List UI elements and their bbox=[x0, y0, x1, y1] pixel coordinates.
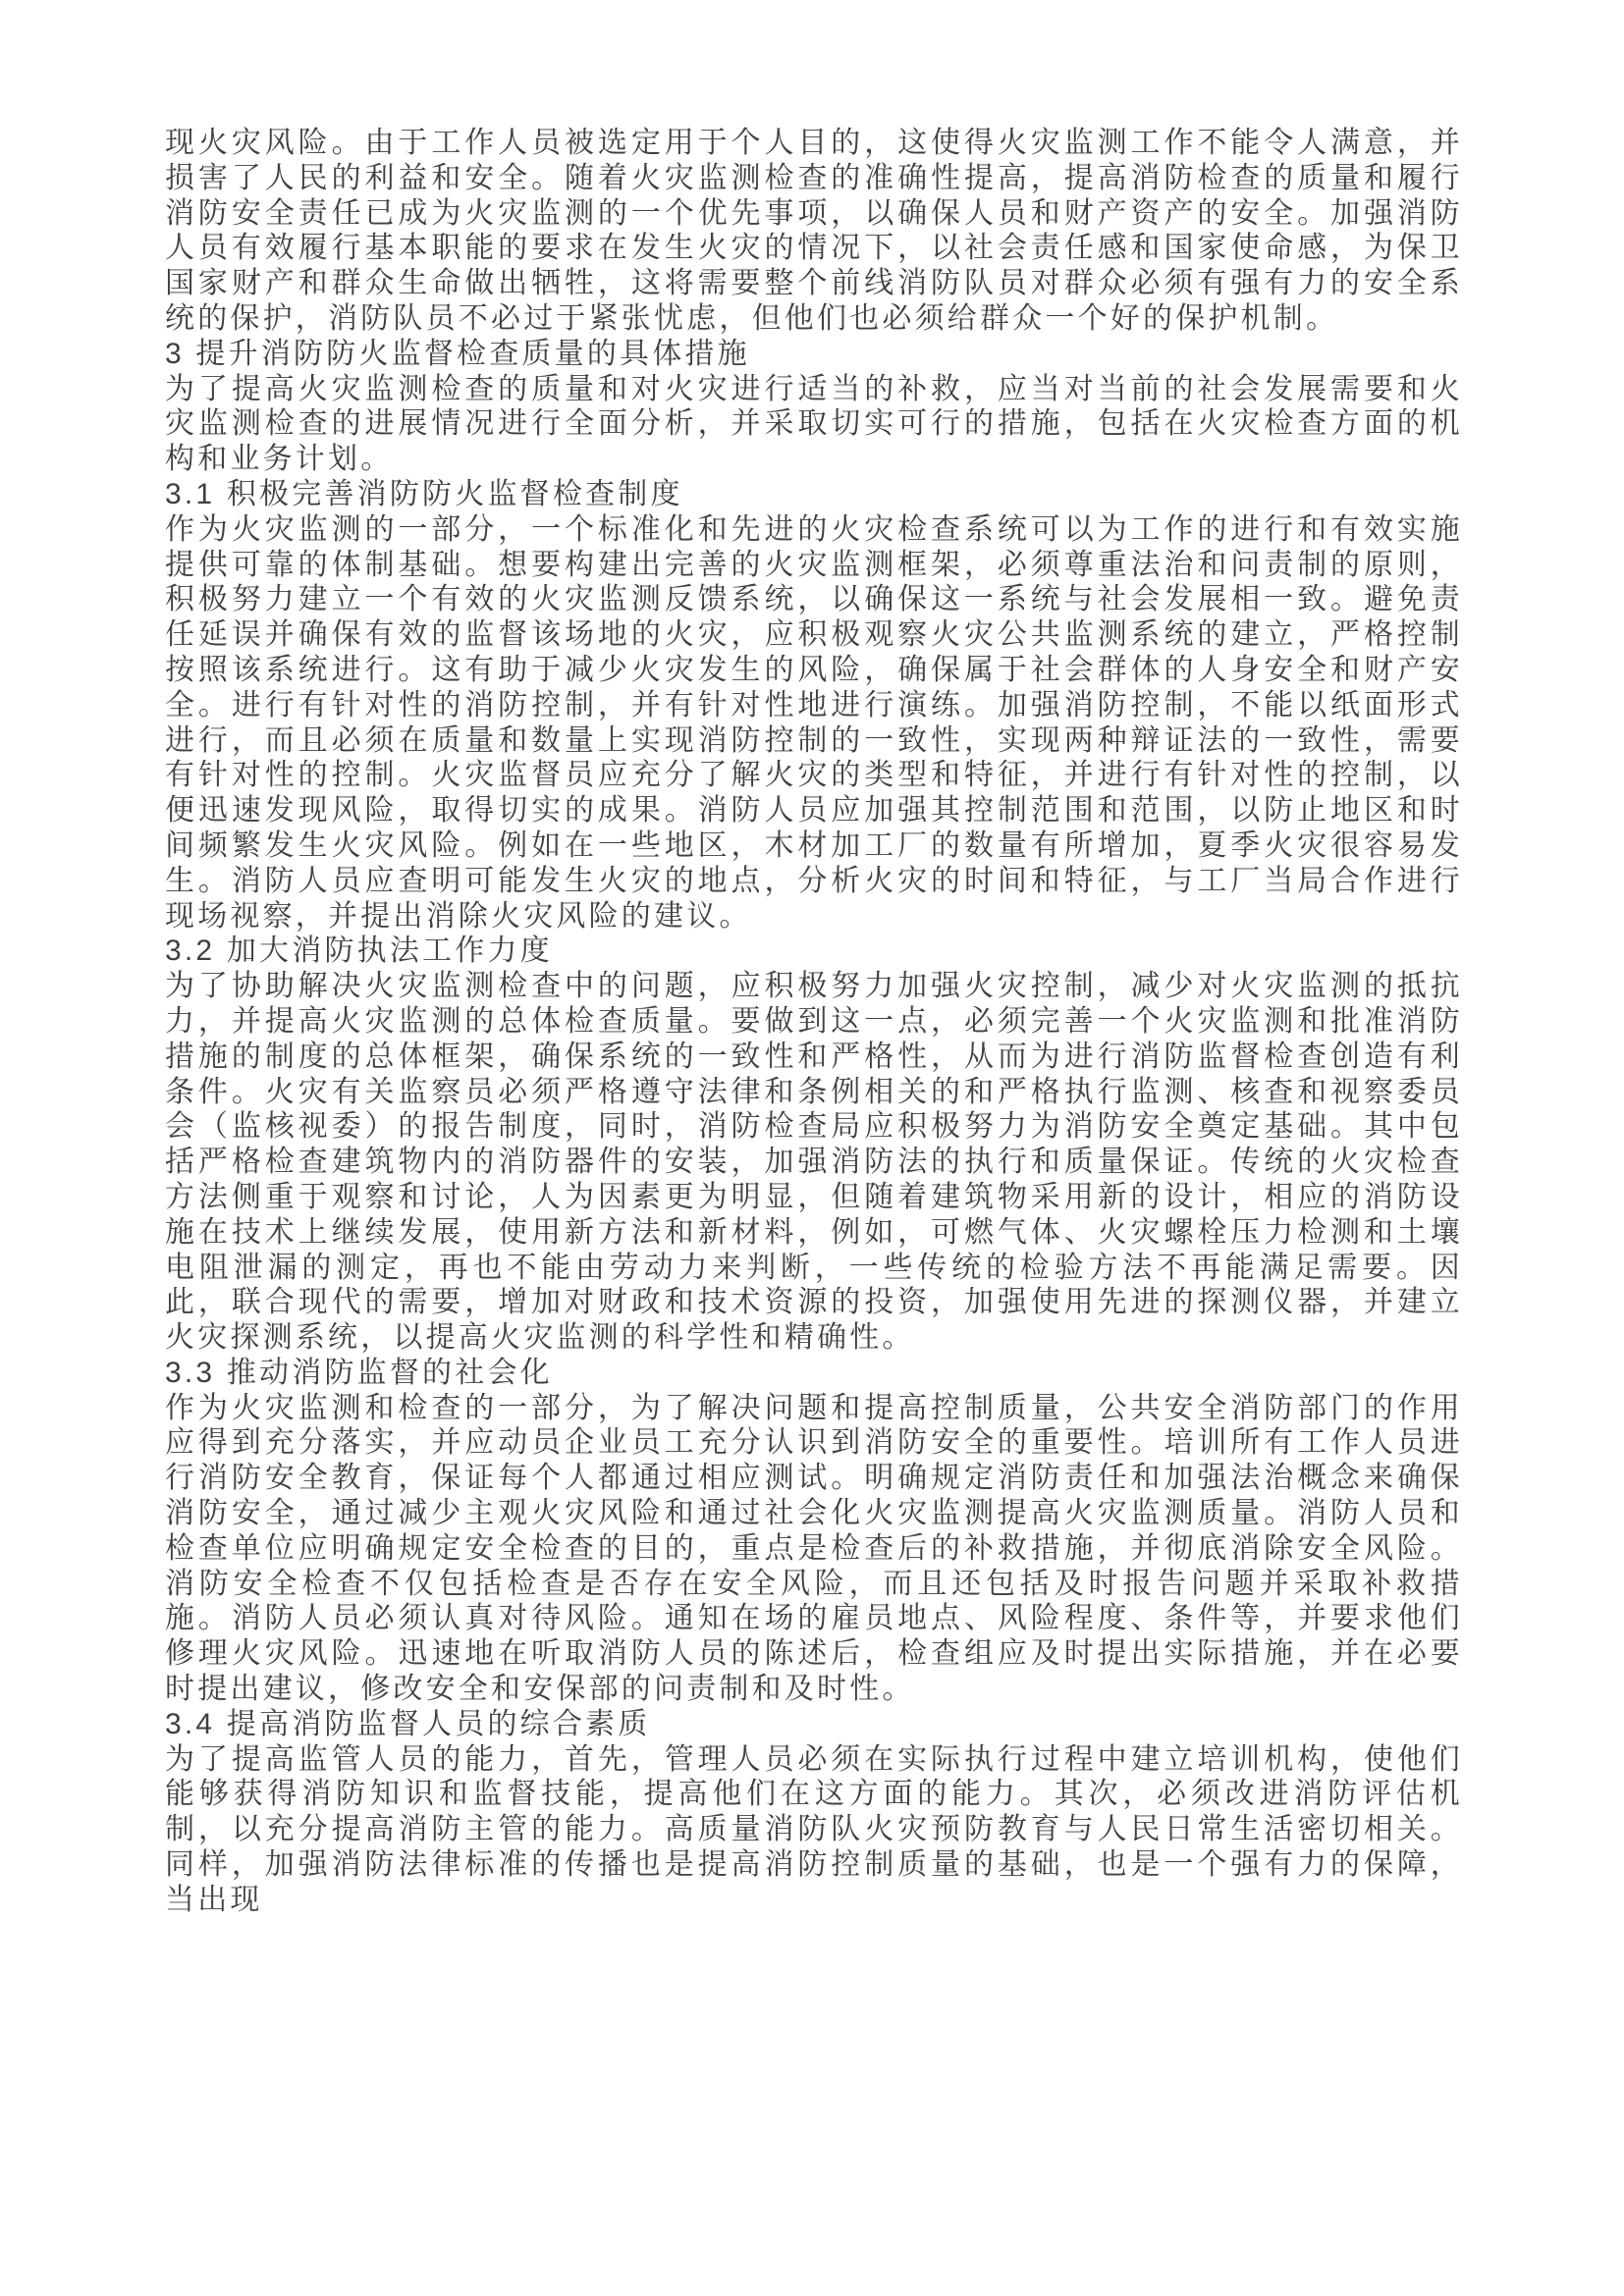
section-heading: 3.3 推动消防监督的社会化 bbox=[165, 1356, 553, 1389]
section-heading: 3 提升消防防火监督检查质量的具体措施 bbox=[165, 337, 750, 370]
document-page bbox=[165, 126, 1463, 1918]
section-heading: 3.1 积极完善消防防火监督检查制度 bbox=[165, 477, 683, 510]
document-body bbox=[165, 126, 1463, 1918]
paragraph: 作为火灾监测的一部分，一个标准化和先进的火灾检查系统可以为工作的进行和有效实施提供可靠的体制基础。想要构建出完善的火灾监测框架，必须尊重法治和问责制的原则，积极努力建立一个有效的火灾监测反馈系统，以确保这一系统与社会发展相一致。避免责任延误并确保有效的监督该场地的火灾，应积极观察火灾公共监测系统的建立，严格控制按照该系统进行。这有助于减少火灾发生的风险，确保属于社会群体的人身安全和财产安全。进行有针对性的消防控制，并有针对性地进行演练。加强消防控制，不能以纸面形式进行，而且必须在质量和数量上实现消防控制的一致性，实现两种辩证法的一致性，需要有针对性的控制。火灾监督员应充分了解火灾的类型和特征，并进行有针对性的控制，以便迅速发现风险，取得切实的成果。消防人员应加强其控制范围和范围，以防止地区和时间频繁发生火灾风险。例如在一些地区，木材加工厂的数量有所增加，夏季火灾很容易发生。消防人员应查明可能发生火灾的地点，分析火灾的时间和特征，与工厂当局合作进行现场视察，并提出消除火灾风险的建议。 bbox=[165, 512, 1463, 933]
paragraph: 为了协助解决火灾监测检查中的问题，应积极努力加强火灾控制，减少对火灾监测的抵抗力，并提高火灾监测的总体检查质量。要做到这一点，必须完善一个火灾监测和批准消防措施的制度的总体框架，确保系统的一致性和严格性，从而为进行消防监督检查创造有利条件。火灾有关监察员必须严格遵守法律和条例相关的和严格执行监测、核查和视察委员会（监核视委）的报告制度，同时，消防检查局应积极努力为消防安全奠定基础。其中包括严格检查建筑物内的消防器件的安装，加强消防法的执行和质量保证。传统的火灾检查方法侧重于观察和讨论，人为因素更为明显，但随着建筑物采用新的设计，相应的消防设施在技术上继续发展，使用新方法和新材料，例如，可燃气体、火灾螺栓压力检测和土壤电阻泄漏的测定，再也不能由劳动力来判断，一些传统的检验方法不再能满足需要。因此，联合现代的需要，增加对财政和技术资源的投资，加强使用先进的探测仪器，并建立火灾探测系统，以提高火灾监测的科学性和精确性。 bbox=[165, 970, 1463, 1355]
paragraph: 作为火灾监测和检查的一部分，为了解决问题和提高控制质量，公共安全消防部门的作用应得到充分落实，并应动员企业员工充分认识到消防安全的重要性。培训所有工作人员进行消防安全教育，保证每个人都通过相应测试。明确规定消防责任和加强法治概念来确保消防安全，通过减少主观火灾风险和通过社会化火灾监测提高火灾监测质量。消防人员和检查单位应明确规定安全检查的目的，重点是检查后的补救措施，并彻底消除安全风险。消防安全检查不仅包括检查是否存在安全风险，而且还包括及时报告问题并采取补救措施。消防人员必须认真对待风险。通知在场的雇员地点、风险程度、条件等，并要求他们修理火灾风险。迅速地在听取消防人员的陈述后，检查组应及时提出实际措施，并在必要时提出建议，修改安全和安保部的问责制和及时性。 bbox=[165, 1391, 1463, 1706]
paragraph: 为了提高监管人员的能力，首先，管理人员必须在实际执行过程中建立培训机构，使他们能够获得消防知识和监督技能，提高他们在这方面的能力。其次，必须改进消防评估机制，以充分提高消防主管的能力。高质量消防队火灾预防教育与人民日常生活密切相关。同样，加强消防法律标准的传播也是提高消防控制质量的基础，也是一个强有力的保障，当出现 bbox=[165, 1742, 1463, 1916]
section-heading: 3.4 提高消防监督人员的综合素质 bbox=[165, 1707, 651, 1740]
paragraph: 现火灾风险。由于工作人员被选定用于个人目的，这使得火灾监测工作不能令人满意，并损害了人民的利益和安全。随着火灾监测检查的准确性提高，提高消防检查的质量和履行消防安全责任已成为火灾监测的一个优先事项，以确保人员和财产资产的安全。加强消防人员有效履行基本职能的要求在发生火灾的情况下，以社会责任感和国家使命感，为保卫国家财产和群众生命做出牺牲，这将需要整个前线消防队员对群众必须有强有力的安全系统的保护，消防队员不必过于紧张忧虑，但他们也必须给群众一个好的保护机制。 bbox=[165, 127, 1463, 335]
section-heading: 3.2 加大消防执法工作力度 bbox=[165, 934, 553, 968]
paragraph: 为了提高火灾监测检查的质量和对火灾进行适当的补救，应当对当前的社会发展需要和火灾监测检查的进展情况进行全面分析，并采取切实可行的措施，包括在火灾检查方面的机构和业务计划。 bbox=[165, 372, 1463, 476]
